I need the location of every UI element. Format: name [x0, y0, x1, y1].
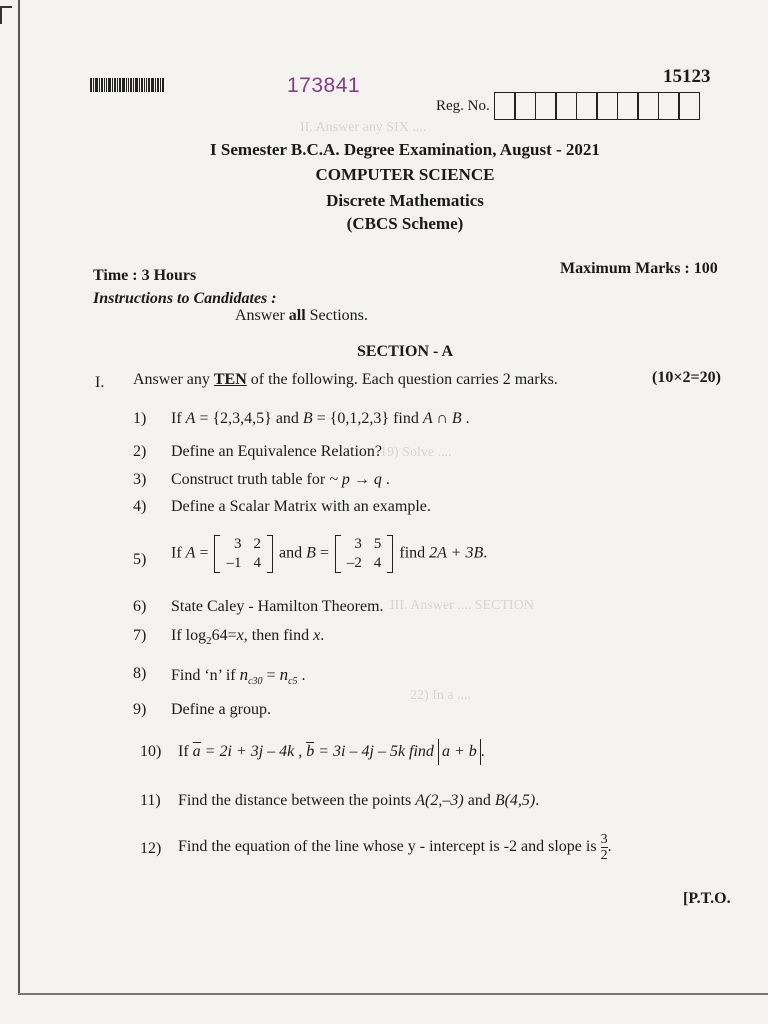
matrix-b — [335, 535, 394, 573]
item-text — [171, 471, 390, 489]
matrix-cell: 4 — [373, 555, 382, 571]
math-var: A — [185, 544, 196, 562]
item-text — [171, 627, 324, 647]
bleed-through: 19) Solve .... — [380, 445, 452, 460]
matrix-cell: 4 — [253, 555, 261, 571]
subscript: 2 — [206, 635, 212, 648]
matrix-cell: –2 — [346, 555, 362, 571]
item-number: 7) — [133, 627, 147, 644]
reg-no-box[interactable] — [535, 92, 557, 120]
bleed-through: III. Answer .... SECTION — [390, 598, 534, 613]
item-number: 12) — [140, 840, 162, 857]
item-text — [171, 410, 470, 428]
reg-no-label: Reg. No. — [436, 98, 490, 114]
item-number: 5) — [133, 551, 147, 568]
item-text — [171, 535, 487, 573]
math-var: x — [313, 627, 321, 644]
time-allowed: Time : 3 Hours — [93, 267, 197, 284]
text-part: Find the equation of the line whose y - intercept is -2 and slope is — [178, 838, 601, 856]
vector-var: b — [306, 743, 315, 760]
math-expr: ~ p → q — [329, 471, 382, 488]
matrix-cell: 2 — [253, 536, 261, 552]
text-part: If — [171, 544, 186, 562]
text-part: , then find — [243, 627, 314, 644]
text-part: If — [171, 410, 186, 427]
math-var: n — [279, 665, 289, 684]
text-part: . — [607, 838, 612, 856]
corner-mark — [0, 6, 2, 24]
question-instruction — [133, 371, 558, 389]
item-text — [178, 739, 485, 765]
fraction-denominator: 2 — [600, 848, 608, 863]
text-part: and — [463, 792, 495, 809]
paper-title: Discrete Mathematics — [326, 191, 484, 210]
vector-var: a — [192, 743, 201, 760]
item-text — [178, 792, 539, 810]
text-part: = — [315, 544, 333, 562]
math-expr: = 2i + 3j – 4k , — [200, 743, 307, 760]
fraction-numerator: 3 — [600, 832, 608, 847]
text-part: = {2,3,4,5} and — [195, 410, 303, 427]
text-part: If log — [171, 627, 207, 644]
matrix-cell: 3 — [233, 536, 242, 552]
reg-no-box[interactable] — [555, 92, 577, 120]
page-edge — [18, 993, 768, 995]
reg-no-box[interactable] — [514, 92, 536, 120]
text-part: . — [297, 667, 306, 684]
pto-label: [P.T.O. — [683, 890, 731, 907]
reg-no-box[interactable] — [494, 92, 516, 120]
bleed-through: 22) In a .... — [410, 688, 472, 703]
math-expr: A ∩ B — [422, 410, 462, 427]
text-part: Find the distance between the points — [178, 792, 416, 809]
instructions-text — [235, 307, 368, 325]
abs-expression: a + b — [438, 739, 481, 765]
math-var: B — [302, 410, 313, 427]
item-text: Define a Scalar Matrix with an example. — [171, 498, 431, 515]
instructions-pre: Answer — [235, 307, 289, 324]
item-number: 10) — [140, 743, 162, 760]
text-part: . — [535, 792, 540, 809]
matrix-a — [214, 535, 273, 573]
text-part: . — [320, 627, 325, 644]
reg-no-box[interactable] — [678, 92, 700, 120]
text-part: 64= — [211, 627, 237, 644]
barcode — [90, 78, 174, 92]
reg-no-box[interactable] — [617, 92, 639, 120]
instructions-title: Instructions to Candidates : — [93, 290, 277, 307]
item-text: Define an Equivalence Relation? — [171, 443, 383, 460]
math-var: A — [185, 410, 196, 427]
text-part: . — [461, 410, 470, 427]
reg-no-box[interactable] — [658, 92, 680, 120]
text-part: . — [483, 544, 488, 562]
subscript: c5 — [288, 676, 298, 688]
subscript: c30 — [248, 676, 263, 688]
text-part: . — [381, 471, 390, 488]
item-number: 11) — [140, 792, 161, 809]
text-part: = — [195, 544, 213, 562]
q-pre: Answer any — [133, 371, 214, 388]
math-expr: B(4,5) — [494, 792, 536, 809]
item-text: State Caley - Hamilton Theorem. — [171, 598, 384, 615]
math-var: x — [236, 627, 244, 644]
reg-no-box[interactable] — [596, 92, 618, 120]
instructions-bold: all — [288, 307, 306, 324]
item-number: 3) — [133, 471, 147, 488]
item-text: Define a group. — [171, 701, 271, 718]
item-text — [178, 832, 612, 863]
scheme-title: (CBCS Scheme) — [346, 214, 464, 233]
max-marks: Maximum Marks : 100 — [560, 260, 718, 277]
reg-no-box[interactable] — [637, 92, 659, 120]
item-number: 9) — [133, 701, 147, 718]
matrix-cell: –1 — [226, 555, 242, 571]
text-part: = {0,1,2,3} find — [312, 410, 423, 427]
reg-no-boxes — [495, 92, 700, 120]
math-expr: 2A + 3B — [429, 544, 484, 562]
item-number: 2) — [133, 443, 147, 460]
fraction — [601, 832, 608, 863]
subject-title: COMPUTER SCIENCE — [315, 165, 495, 184]
text-part: = — [262, 667, 280, 684]
question-marks: (10×2=20) — [652, 369, 721, 386]
text-part: and — [274, 544, 307, 562]
math-expr: A(2,–3) — [415, 792, 464, 809]
paper-code: 15123 — [663, 66, 711, 87]
text-part: find — [395, 544, 430, 562]
item-number: 6) — [133, 598, 147, 615]
text-part: Find ‘n’ if — [171, 667, 240, 684]
section-title: SECTION - A — [356, 343, 454, 360]
item-number: 8) — [133, 665, 147, 682]
math-var: n — [239, 665, 249, 684]
text-part: If — [178, 743, 193, 760]
math-var: B — [306, 544, 316, 562]
q-bold: TEN — [213, 371, 247, 388]
q-post: of the following. Each question carries 2 marks. — [246, 371, 558, 388]
exam-title: I Semester B.C.A. Degree Examination, August - 2021 — [210, 140, 600, 159]
item-text — [171, 665, 306, 687]
item-number: 1) — [133, 410, 147, 427]
text-part: Construct truth table for — [171, 471, 330, 488]
reg-no-box[interactable] — [576, 92, 598, 120]
item-number: 4) — [133, 498, 147, 515]
matrix-cell: 5 — [373, 536, 382, 552]
stamp-number: 173841 — [287, 74, 361, 97]
question-number: I. — [95, 374, 105, 391]
math-expr: = 3i – 4j – 5k find — [314, 743, 438, 760]
matrix-cell: 3 — [354, 536, 362, 552]
instructions-post: Sections. — [305, 307, 368, 324]
text-part: . — [480, 743, 485, 760]
bleed-through: II. Answer any SIX .... — [300, 120, 427, 135]
